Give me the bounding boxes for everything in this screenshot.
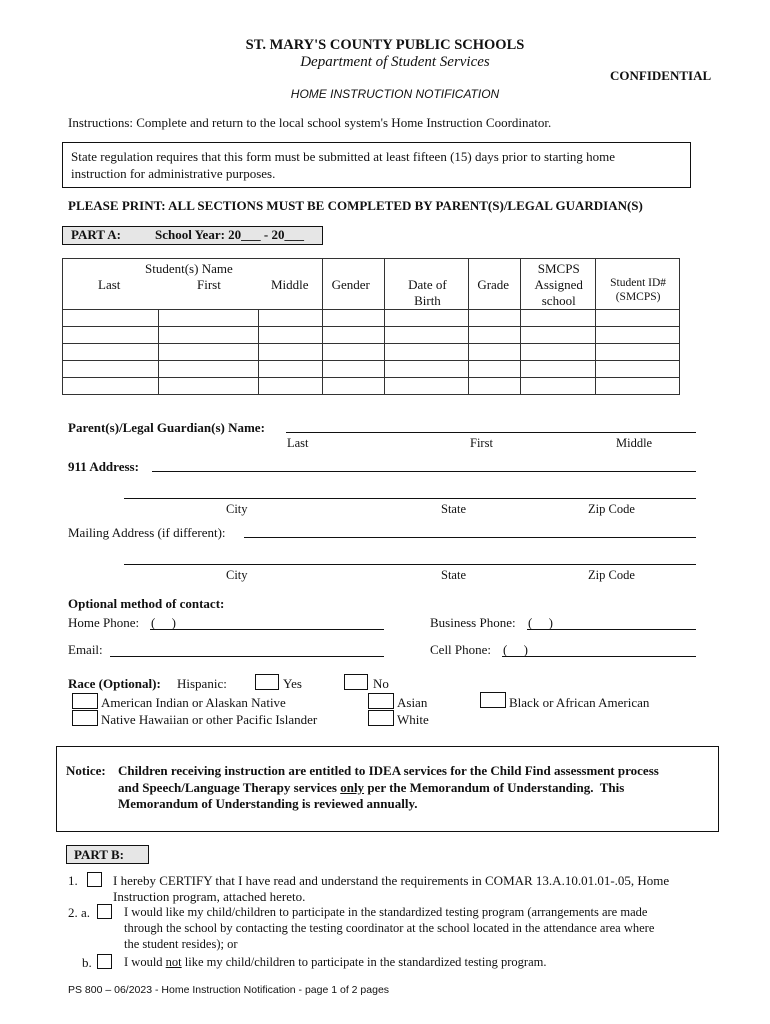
item-2b-text-b: like my child/children to participate in the standardized testing program.	[181, 955, 547, 969]
guardian-name-field[interactable]	[286, 432, 696, 433]
cell-phone-paren: ( )	[503, 642, 528, 657]
item-1-line-1: I hereby CERTIFY that I have read and understand the requirements in COMAR 13.A.10.01.01-.05, Home	[113, 873, 670, 888]
col-dob-label-1: Date of	[408, 277, 447, 292]
mailing-state-label: State	[441, 568, 466, 582]
hispanic-yes-label: Yes	[283, 676, 302, 691]
students-table	[62, 258, 680, 395]
regulation-line-1: State regulation requires that this form must be submitted at least fifteen (15) days prior to starting home	[71, 149, 616, 164]
race-hawaiian-label: Native Hawaiian or other Pacific Islander	[101, 712, 318, 727]
col-school-header	[521, 259, 596, 310]
contact-heading: Optional method of contact:	[68, 596, 225, 611]
col-last-label: Last	[98, 277, 121, 292]
col-grade-label: Grade	[477, 277, 510, 292]
address-911-city-label: City	[226, 502, 248, 516]
mailing-zip-label: Zip Code	[588, 568, 635, 582]
address-911-label: 911 Address:	[68, 459, 139, 474]
regulation-box	[62, 142, 691, 188]
notice-line-2-a: and Speech/Language Therapy services	[118, 780, 341, 795]
col-gender-header	[322, 259, 385, 310]
mailing-city-state-zip-field[interactable]	[124, 564, 696, 565]
part-a-box	[62, 226, 323, 245]
guardian-sub-first: First	[470, 436, 493, 450]
item-2a-line-3: the student resides); or	[124, 937, 238, 951]
mailing-address-field[interactable]	[244, 537, 696, 538]
guardian-sub-middle: Middle	[616, 436, 653, 450]
col-school-label-1: SMCPS	[537, 261, 580, 276]
mailing-address-label: Mailing Address (if different):	[68, 525, 226, 540]
race-american-indian-checkbox[interactable]	[72, 693, 98, 709]
home-phone-label: Home Phone:	[68, 615, 140, 630]
race-white-checkbox[interactable]	[368, 710, 394, 726]
col-gender-label: Gender	[331, 277, 370, 292]
race-asian-checkbox[interactable]	[368, 693, 394, 709]
col-id-header	[596, 259, 680, 310]
department-title: Department of Student Services	[300, 54, 490, 70]
part-b-label: PART B:	[74, 847, 124, 862]
col-dob-label-2: Birth	[414, 293, 441, 308]
hispanic-no-checkbox[interactable]	[344, 674, 368, 690]
notice-box	[56, 746, 719, 832]
cell-phone-field[interactable]	[502, 656, 696, 657]
race-black-checkbox[interactable]	[480, 692, 506, 708]
hispanic-yes-checkbox[interactable]	[255, 674, 279, 690]
business-phone-paren: ( )	[528, 615, 553, 630]
race-american-indian-label: American Indian or Alaskan Native	[101, 695, 286, 710]
table-row[interactable]	[63, 327, 680, 344]
item-2a-line-1: I would like my child/children to participate in the standardized testing program (arrangements are made	[124, 905, 648, 919]
business-phone-label: Business Phone:	[430, 615, 516, 630]
race-asian-label: Asian	[397, 695, 428, 710]
notice-line-1: Children receiving instruction are entitled to IDEA services for the Child Find assessment process	[118, 763, 659, 778]
notice-line-2-b: per the Memorandum of Understanding. This	[364, 780, 625, 795]
notice-line-2	[118, 780, 624, 796]
school-year-field[interactable]: School Year: 20___ - 20___	[155, 227, 305, 242]
address-911-city-state-zip-field[interactable]	[124, 498, 696, 499]
col-id-label-2: (SMCPS)	[615, 291, 661, 303]
student-name-group-label: Student(s) Name	[145, 261, 233, 276]
org-title: ST. MARY'S COUNTY PUBLIC SCHOOLS	[245, 37, 525, 53]
col-school-label-2: Assigned	[534, 277, 583, 292]
regulation-line-2: instruction for administrative purposes.	[71, 166, 276, 181]
address-911-zip-label: Zip Code	[588, 502, 635, 516]
email-field[interactable]	[110, 656, 384, 657]
home-phone-field[interactable]	[150, 629, 384, 630]
hispanic-label: Hispanic:	[177, 676, 227, 691]
race-black-label: Black or African American	[509, 695, 650, 710]
race-white-label: White	[397, 712, 429, 727]
col-school-label-3: school	[541, 293, 576, 308]
cell-phone-label: Cell Phone:	[430, 642, 492, 657]
part-b-box	[66, 845, 149, 864]
item-2b-not-emphasis: not	[165, 955, 182, 969]
guardian-sub-last: Last	[287, 436, 309, 450]
student-name-header	[63, 259, 323, 310]
hispanic-no-label: No	[373, 676, 389, 691]
address-911-field[interactable]	[152, 471, 696, 472]
form-title: HOME INSTRUCTION NOTIFICATION	[290, 87, 500, 101]
col-first-label: First	[197, 277, 221, 292]
please-print-heading: PLEASE PRINT: ALL SECTIONS MUST BE COMPLETED BY PARENT(S)/LEGAL GUARDIAN(S)	[68, 198, 643, 213]
race-hawaiian-checkbox[interactable]	[72, 710, 98, 726]
item-1-checkbox[interactable]	[87, 872, 102, 887]
item-2b-text	[124, 955, 546, 970]
table-row[interactable]	[63, 361, 680, 378]
item-2a-line-2: through the school by contacting the testing coordinator at the school located in the attendance area where	[124, 921, 655, 935]
item-2b-text-a: I would	[124, 955, 166, 969]
item-2b-checkbox[interactable]	[97, 954, 112, 969]
notice-only-emphasis: only	[340, 780, 365, 795]
part-a-label: PART A:	[71, 227, 121, 242]
col-grade-header	[469, 259, 521, 310]
notice-label: Notice:	[66, 763, 106, 778]
instructions-text: Instructions: Complete and return to the local school system's Home Instruction Coordinator.	[68, 115, 552, 130]
item-2a-checkbox[interactable]	[97, 904, 112, 919]
guardian-name-label: Parent(s)/Legal Guardian(s) Name:	[68, 420, 265, 435]
col-dob-header	[385, 259, 469, 310]
col-id-label-1: Student ID#	[610, 277, 667, 289]
notice-line-3: Memorandum of Understanding is reviewed annually.	[118, 796, 418, 811]
mailing-city-label: City	[226, 568, 248, 582]
confidential-label: CONFIDENTIAL	[610, 68, 712, 83]
table-row[interactable]	[63, 344, 680, 361]
address-911-state-label: State	[441, 502, 466, 516]
page-footer: PS 800 – 06/2023 - Home Instruction Notification - page 1 of 2 pages	[68, 984, 390, 996]
business-phone-field[interactable]	[527, 629, 696, 630]
col-middle-label: Middle	[271, 277, 309, 292]
table-row[interactable]	[63, 378, 680, 395]
home-phone-paren: ( )	[151, 615, 176, 630]
item-2b-number: b.	[82, 955, 92, 970]
email-label: Email:	[68, 642, 103, 657]
item-1-line-2: Instruction program, attached hereto.	[113, 889, 306, 904]
race-label: Race (Optional):	[68, 676, 161, 691]
item-2a-number: 2. a.	[68, 905, 91, 920]
item-1-number: 1.	[68, 873, 78, 888]
table-row[interactable]	[63, 310, 680, 327]
